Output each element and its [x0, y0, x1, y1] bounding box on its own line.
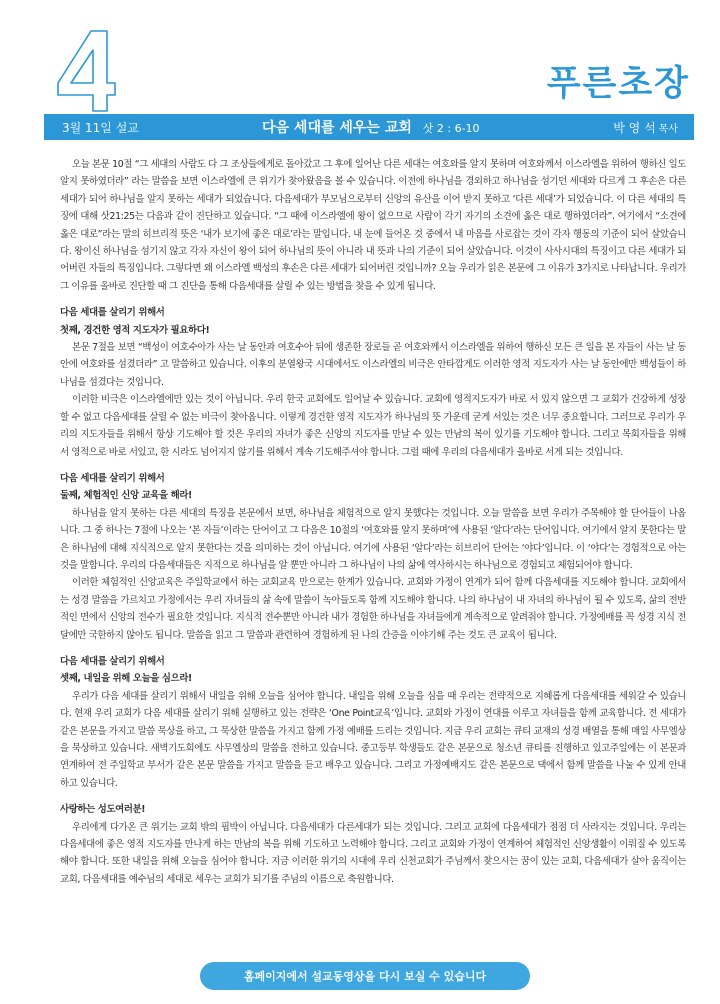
closing-paragraph: 우리에게 다가온 큰 위기는 교회 밖의 핍박이 아닙니다. 다음세대가 다른세대가 되는 것입니다. 그리고 교회에 다음세대가 점점 더 사라지는 것입니다. 우리는 다음세대에 좋은 영적 지도자를 만나게 하는 만남의 복을 위해 기도하고 노력해야 합니다. 그리고 교회와 가정이 연계하여 체험적인 신앙생활이 이뤄질 수 있도록 해야 합니다. 또한 내일을 위해 오늘을 심어야 합니다. 지금 이러한 위기의 시대에 우리 신천교회가 주님께서 찾으시는 꿈이 있는 교회, 다음세대가 살아 움직이는 교회, 다음세대를 예수님의 세대로 세우는 교회가 되기를 주님의 이름으로 축원합니다. — [60, 821, 686, 885]
section-heading-3: 다음 세대를 살리기 위해서 — [60, 655, 165, 667]
issue-number-outline — [55, 28, 117, 114]
speaker-role: 목사 — [658, 123, 678, 135]
scripture-reference: 삿 2 : 6-10 — [422, 122, 480, 135]
paragraph: 이러한 비극은 이스라엘에만 있는 것이 아닙니다. 우리 한국 교회에도 일어날 수 있습니다. 교회에 영적지도자가 바로 서 있지 않으면 그 교회가 건강하게 성장할 수 없고 다음세대를 살릴 수 없는 비극이 찾아옵니다. 이렇게 경건한 영적 지도자가 하나님의 뜻 가운데 굳게 서있는 것은 너무 중요합니다. 그러므로 우리가 우리의 지도자들을 위해서 항상 기도해야 할 것은 우리의 자녀가 좋은 신앙의 지도자를 만날 수 있는 만남의 복이 있기를 기도해야 합니다. 그리고 목회자들을 위해서 영적으로 바로 서있고, 한 시라도 넘어지지 않기를 위해서 계속 기도해주셔야 합니다. 그럴 때에 우리의 다음세대가 올바로 서게 되는 것입니다. — [60, 394, 686, 458]
sermon-date: 3월 11일 설교 — [62, 120, 139, 135]
paragraph: 이러한 체험적인 신앙교육은 주일학교에서 하는 교회교육 만으로는 한계가 있습니다. 교회와 가정이 연계가 되어 함께 다음세대를 지도해야 합니다. 교회에서는 성경 말씀을 가르치고 가정에서는 우리 자녀들의 삶 속에 말씀이 녹아들도록 함께 지도해야 합니다. 나의 하나님이 내 자녀의 하나님이 될 수 있도록, 삶의 전반적인 면에서 신앙의 전수가 필요한 것입니다. 지식적 전수뿐만 아니라 내가 경험한 하나님을 자녀들에게 계속적으로 알려줘야 합니다. 가정예배를 꼭 성경 지식 전달에만 국한하지 않아도 됩니다. 말씀을 읽고 그 말씀과 관련하여 경험하게 된 나의 간증을 이야기해 주는 것도 큰 교육이 됩니다. — [60, 577, 686, 641]
newsletter-brand: 푸른초장 — [546, 64, 690, 104]
closing-heading: 사랑하는 성도여러분! — [60, 804, 146, 816]
section-subheading-1: 첫째, 경건한 영적 지도자가 필요하다! — [60, 324, 210, 336]
sermon-title-wrap — [262, 117, 480, 137]
sermon-title: 다음 세대를 세우는 교회 — [262, 120, 412, 136]
intro-paragraph: 오늘 본문 10절 “그 세대의 사람도 다 그 조상들에게로 돌아갔고 그 후에 일어난 다른 세대는 여호와를 알지 못하며 여호와께서 이스라엘을 위하여 행하신 일도 알지 못하였더라” 라는 말씀을 보면 이스라엘에 큰 위기가 찾아왔음을 볼 수 있습니다. 이전에 하나님을 경외하고 하나님을 섬기던 세대와 다르게 그 후손은 다른 세대가 되어 하나님을 알지 못하는 세대가 되었습니다. 다음세대가 부모님으로부터 신앙의 유산을 이어 받지 못하고 ‘다른 세대’가 되었습니다. 이 다른 세대의 특징에 대해 삿21:25는 다음과 같이 진단하고 있습니다. “그 때에 이스라엘에 왕이 없으므로 사람이 각기 자기의 소견에 옳은 대로 행하였더라”. 여기에서 “소견에 옳은 대로”라는 말의 히브리적 뜻은 ‘내가 보기에 좋은 대로’라는 말입니다. 내 눈에 들어온 것 중에서 내 마음을 사로잡는 것이 각자 행동의 기준이 되어 살았습니다. 왕이신 하나님을 섬기지 않고 각자 자신이 왕이 되어 하나님의 뜻이 아니라 내 뜻과 나의 기준이 되어 살았습니다. 이것이 사사시대의 특징이고 다른 세대가 되어버린 자들의 특징입니다. 그렇다면 왜 이스라엘 백성의 후손은 다른 세대가 되어버린 것입니까? 오늘 우리가 읽은 본문에 그 이유가 3가지로 나타납니다. 우리가 그 이유를 올바로 진단할 때 그 진단을 통해 다음세대를 살릴 수 있는 방법을 찾을 수 있게 됩니다. — [60, 159, 686, 292]
speaker-name: 박 영 석 — [613, 120, 656, 135]
section-subheading-3: 셋째, 내일을 위해 오늘을 심으라! — [60, 673, 192, 685]
paragraph: 본문 7절을 보면 “백성이 여호수아가 사는 날 동안과 여호수아 뒤에 생존한 장로들 곧 여호와께서 이스라엘을 위하여 행하신 모든 큰 일을 본 자들이 사는 날 동안에 여호와를 섬겼더라” 고 말씀하고 있습니다. 이후의 분열왕국 시대에서도 이스라엘의 비극은 안타깝게도 이러한 영적 지도자가 사는 날 동안에만 백성들이 하나님을 섬겼다는 것입니다. — [60, 342, 686, 388]
section-heading-1: 다음 세대를 살리기 위해서 — [60, 307, 165, 319]
sermon-body — [60, 156, 686, 888]
section-subheading-2: 둘째, 체험적인 신앙 교육을 해라! — [60, 490, 192, 502]
speaker — [613, 119, 678, 136]
section-heading-2: 다음 세대를 살리기 위해서 — [60, 472, 165, 484]
paragraph: 하나님을 알지 못하는 다른 세대의 특징을 본문에서 보면, 하나님을 체험적으로 알지 못했다는 것입니다. 오늘 말씀을 보면 우리가 주목해야 할 단어들이 나옵니다. 그 중 하나는 7절에 나오는 ‘본 자들’이라는 단어이고 그 다음은 10절의 ‘여호와를 알지 못하며’에 사용된 ‘알다’라는 단어입니다. 여기에서 알지 못한다는 말은 하나님에 대해 지식적으로 알지 못한다는 것을 의미하는 것이 아닙니다. 여기에 사용된 ‘알다’라는 히브리어 단어는 ‘야다’입니다. 이 ‘야다’는 경험적으로 아는 것을 말합니다. 우리의 다음세대들은 지적으로 하나님을 알 뿐만 아니라 그 하나님이 나의 삶에 역사하시는 하나님으로 경험되고 체험되어야 합니다. — [60, 507, 686, 571]
sermon-banner — [44, 114, 694, 140]
paragraph: 우리가 다음 세대를 살리기 위해서 내일을 위해 오늘을 심어야 합니다. 내일을 위해 오늘을 심을 때 우리는 전략적으로 지혜롭게 다음세대를 세워갈 수 있습니다. 현재 우리 교회가 다음 세대를 살리기 위해 실행하고 있는 전략은 ‘One Point교육’입니다. 교회와 가정이 연대를 이루고 자녀들을 함께 교육합니다. 전 세대가 같은 본문을 가지고 말씀 묵상을 하고, 그 묵상한 말씀을 가지고 함께 가정 예배를 드리는 것입니다. 지금 우리 교회는 큐티 교재의 성경 배열을 통해 매일 사무엘상을 묵상하고 있습니다. 새벽기도회에도 사무엘상의 말씀을 전하고 있습니다. 중고등부 학생들도 같은 본문으로 청소년 큐티를 진행하고 있고주일에는 이 본문과 연계하여 전 주일학교 부서가 같은 본문 말씀을 가지고 말씀을 듣고 배우고 있습니다. 그리고 가정예배지도 같은 본문으로 댁에서 함께 말씀을 나눌 수 있게 안내하고 있습니다. — [60, 690, 686, 789]
sermon-video-notice[interactable]: 홈페이지에서 설교동영상을 다시 보실 수 있습니다 — [200, 962, 530, 990]
